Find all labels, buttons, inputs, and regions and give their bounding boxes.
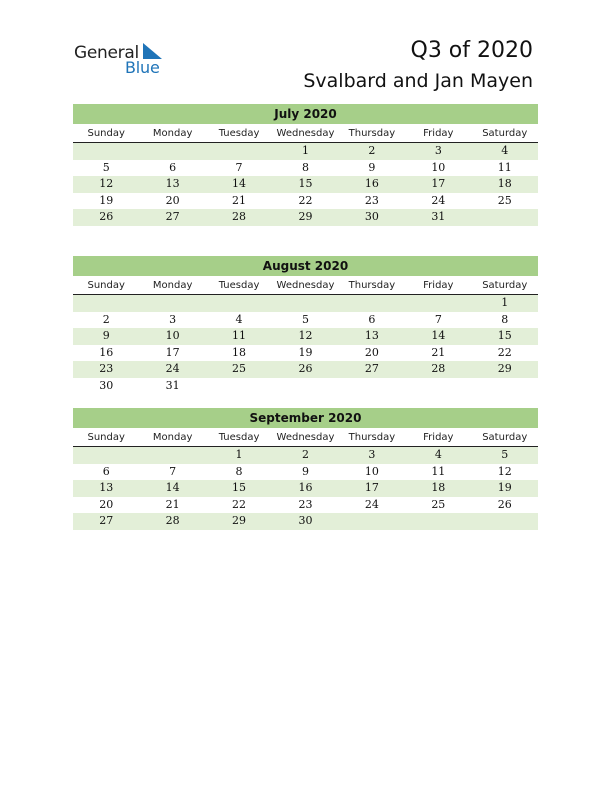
- logo-text-general: General: [74, 43, 139, 63]
- day-cell: 31: [165, 378, 180, 392]
- day-cell: 19: [497, 481, 512, 494]
- day-cell: 20: [364, 345, 379, 359]
- week-row: [73, 176, 538, 193]
- day-cell: 17: [431, 177, 446, 190]
- day-cell: 1: [301, 144, 309, 157]
- day-cell: 30: [298, 514, 313, 527]
- day-cell: 12: [497, 464, 512, 478]
- weekday-label: Saturday: [482, 280, 528, 291]
- logo-text-blue: Blue: [125, 58, 160, 77]
- day-cell: 1: [501, 296, 509, 309]
- weekday-label: Tuesday: [218, 280, 260, 291]
- day-cell: 4: [434, 448, 442, 461]
- day-cell: 15: [298, 177, 313, 190]
- day-cell: 11: [431, 464, 446, 478]
- weekday-label: Monday: [152, 280, 193, 291]
- month-title: August 2020: [73, 256, 538, 276]
- day-cell: 5: [301, 312, 309, 326]
- weekday-label: Monday: [152, 128, 193, 139]
- weekday-label: Wednesday: [276, 128, 335, 139]
- week-row: [73, 480, 538, 497]
- day-cell: 25: [431, 497, 446, 511]
- day-cell: 6: [368, 312, 376, 326]
- day-cell: 22: [232, 497, 247, 511]
- weekday-label: Saturday: [482, 128, 528, 139]
- day-cell: 23: [99, 362, 114, 375]
- empty-day-cell: [206, 143, 272, 160]
- day-cell: 9: [368, 160, 376, 174]
- weekday-label: Saturday: [482, 432, 528, 443]
- generalblue-logo: [74, 40, 174, 80]
- day-cell: 14: [431, 329, 446, 342]
- day-cell: 17: [165, 345, 180, 359]
- day-cell: 21: [165, 497, 180, 511]
- day-cell: 20: [165, 193, 180, 207]
- day-cell: 29: [232, 514, 247, 527]
- day-cell: 19: [99, 193, 114, 207]
- day-cell: 8: [235, 464, 243, 478]
- day-cell: 2: [368, 144, 376, 157]
- week-row: [73, 447, 538, 464]
- weekday-label: Monday: [152, 432, 193, 443]
- page-title: Q3 of 2020: [410, 38, 533, 63]
- weekday-label: Friday: [423, 280, 454, 291]
- day-cell: 13: [364, 329, 379, 342]
- empty-day-cell: [139, 295, 205, 312]
- day-cell: 6: [102, 464, 110, 478]
- day-cell: 15: [232, 481, 247, 494]
- empty-day-cell: [339, 378, 405, 395]
- weekday-header-row: [73, 126, 538, 143]
- day-cell: 9: [301, 464, 309, 478]
- day-cell: 14: [165, 481, 180, 494]
- week-row: [73, 513, 538, 530]
- week-row: [73, 312, 538, 329]
- day-cell: 17: [364, 481, 379, 494]
- empty-day-cell: [472, 209, 538, 226]
- day-cell: 1: [235, 448, 243, 461]
- day-cell: 26: [497, 497, 512, 511]
- day-cell: 31: [431, 210, 446, 223]
- day-cell: 10: [165, 329, 180, 342]
- day-cell: 3: [368, 448, 376, 461]
- day-cell: 15: [497, 329, 512, 342]
- weekday-header-row: [73, 430, 538, 447]
- day-cell: 16: [99, 345, 114, 359]
- day-cell: 13: [99, 481, 114, 494]
- empty-day-cell: [206, 295, 272, 312]
- day-cell: 24: [165, 362, 180, 375]
- day-cell: 7: [434, 312, 442, 326]
- weekday-label: Thursday: [348, 128, 396, 139]
- day-cell: 10: [364, 464, 379, 478]
- day-cell: 28: [232, 210, 247, 223]
- weekday-header-row: [73, 278, 538, 295]
- weekday-label: Sunday: [87, 280, 125, 291]
- day-cell: 27: [364, 362, 379, 375]
- weekday-label: Friday: [423, 432, 454, 443]
- day-cell: 22: [298, 193, 313, 207]
- day-cell: 30: [364, 210, 379, 223]
- day-cell: 21: [431, 345, 446, 359]
- empty-day-cell: [339, 295, 405, 312]
- day-cell: 28: [431, 362, 446, 375]
- day-cell: 4: [501, 144, 509, 157]
- day-cell: 24: [431, 193, 446, 207]
- day-cell: 3: [434, 144, 442, 157]
- empty-day-cell: [73, 295, 139, 312]
- day-cell: 25: [497, 193, 512, 207]
- month-title: July 2020: [73, 104, 538, 124]
- empty-day-cell: [405, 295, 471, 312]
- day-cell: 5: [501, 448, 509, 461]
- weekday-label: Thursday: [348, 280, 396, 291]
- page-subtitle: Svalbard and Jan Mayen: [303, 70, 533, 92]
- empty-day-cell: [405, 378, 471, 395]
- day-cell: 5: [102, 160, 110, 174]
- weekday-label: Wednesday: [276, 432, 335, 443]
- day-cell: 22: [497, 345, 512, 359]
- day-cell: 6: [169, 160, 177, 174]
- weekday-label: Friday: [423, 128, 454, 139]
- week-row: [73, 295, 538, 312]
- week-row: [73, 209, 538, 226]
- week-row: [73, 464, 538, 481]
- empty-day-cell: [139, 143, 205, 160]
- day-cell: 9: [102, 329, 110, 342]
- week-row: [73, 361, 538, 378]
- weekday-label: Tuesday: [218, 128, 260, 139]
- week-row: [73, 328, 538, 345]
- weekday-label: Sunday: [87, 432, 125, 443]
- week-row: [73, 497, 538, 514]
- empty-day-cell: [405, 513, 471, 530]
- week-row: [73, 193, 538, 210]
- day-cell: 24: [364, 497, 379, 511]
- day-cell: 19: [298, 345, 313, 359]
- day-cell: 11: [497, 160, 512, 174]
- day-cell: 7: [169, 464, 177, 478]
- empty-day-cell: [73, 447, 139, 464]
- month-calendar-july: [73, 104, 538, 226]
- week-row: [73, 160, 538, 177]
- day-cell: 25: [232, 362, 247, 375]
- weekday-label: Sunday: [87, 128, 125, 139]
- day-cell: 2: [102, 312, 110, 326]
- empty-day-cell: [206, 378, 272, 395]
- day-cell: 18: [431, 481, 446, 494]
- day-cell: 23: [298, 497, 313, 511]
- day-cell: 18: [497, 177, 512, 190]
- week-row: [73, 143, 538, 160]
- month-title: September 2020: [73, 408, 538, 428]
- empty-day-cell: [339, 513, 405, 530]
- day-cell: 16: [298, 481, 313, 494]
- day-cell: 4: [235, 312, 243, 326]
- day-cell: 12: [99, 177, 114, 190]
- day-cell: 20: [99, 497, 114, 511]
- day-cell: 29: [497, 362, 512, 375]
- empty-day-cell: [472, 378, 538, 395]
- month-calendar-august: [73, 256, 538, 394]
- month-calendar-september: [73, 408, 538, 530]
- day-cell: 2: [301, 448, 309, 461]
- day-cell: 27: [99, 514, 114, 527]
- weekday-label: Wednesday: [276, 280, 335, 291]
- day-cell: 8: [301, 160, 309, 174]
- day-cell: 3: [169, 312, 177, 326]
- day-cell: 18: [232, 345, 247, 359]
- day-cell: 26: [298, 362, 313, 375]
- empty-day-cell: [272, 378, 338, 395]
- week-row: [73, 378, 538, 395]
- empty-day-cell: [472, 513, 538, 530]
- weekday-label: Tuesday: [218, 432, 260, 443]
- weekday-label: Thursday: [348, 432, 396, 443]
- day-cell: 8: [501, 312, 509, 326]
- week-row: [73, 345, 538, 362]
- day-cell: 26: [99, 210, 114, 223]
- day-cell: 29: [298, 210, 313, 223]
- day-cell: 11: [232, 329, 247, 342]
- day-cell: 21: [232, 193, 247, 207]
- day-cell: 16: [364, 177, 379, 190]
- day-cell: 10: [431, 160, 446, 174]
- day-cell: 14: [232, 177, 247, 190]
- day-cell: 28: [165, 514, 180, 527]
- empty-day-cell: [139, 447, 205, 464]
- day-cell: 12: [298, 329, 313, 342]
- day-cell: 23: [364, 193, 379, 207]
- empty-day-cell: [73, 143, 139, 160]
- day-cell: 7: [235, 160, 243, 174]
- day-cell: 27: [165, 210, 180, 223]
- day-cell: 30: [99, 378, 114, 392]
- empty-day-cell: [272, 295, 338, 312]
- day-cell: 13: [165, 177, 180, 190]
